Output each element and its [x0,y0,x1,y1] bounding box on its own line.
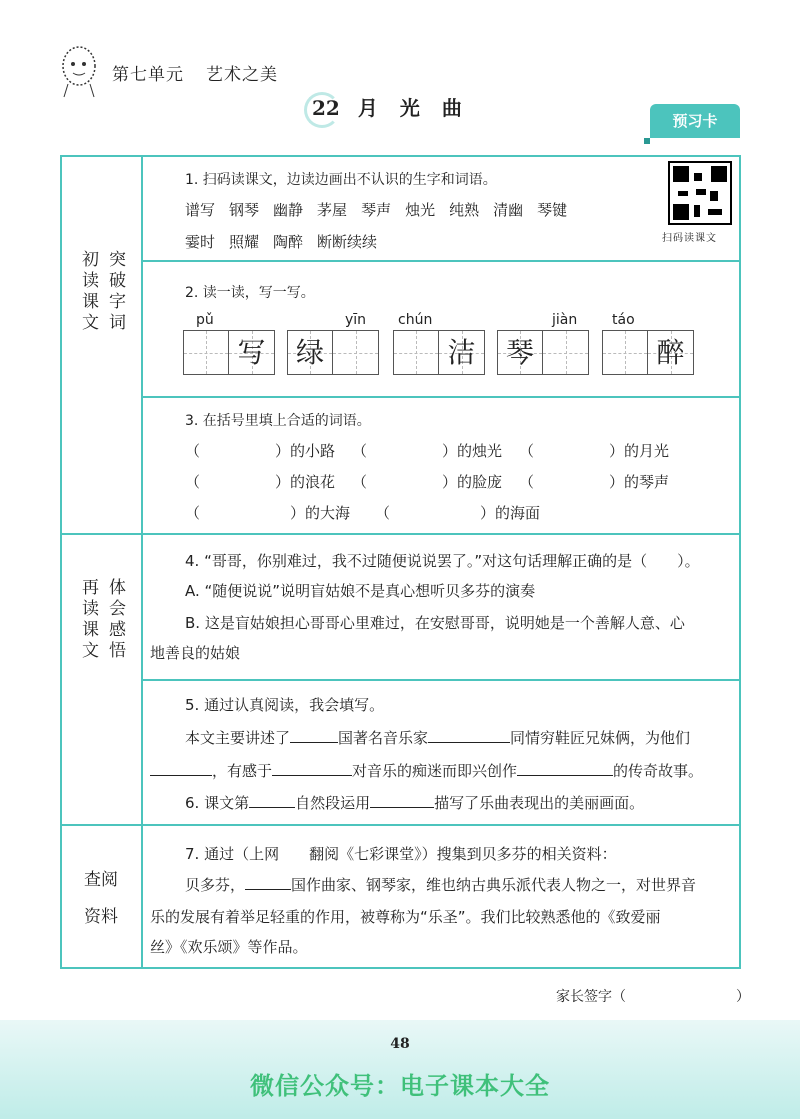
fill-blank[interactable] [249,794,295,808]
q5-line-1: 本文主要讲述了 国著名音乐家 同情穷鞋匠兄妹俩，为他们 [185,729,691,747]
pinyin: yīn [345,312,367,328]
fill-row[interactable]: （ ）的大海 [185,504,351,522]
footer-brand: 微信公众号：电子课本大全 [250,1072,550,1100]
option-b[interactable]: B. 这是盲姑娘担心哥哥心里难过，在安慰哥哥，说明她是一个善解人意、心 [185,614,685,632]
word-list-2 [185,231,391,252]
section-label-text: 初读课文 [78,250,98,334]
writing-cell[interactable] [184,331,229,374]
char-grid [393,330,485,375]
word: 断断续续 [317,233,378,251]
word: 谱写 [185,201,216,219]
parent-signature[interactable] [556,986,750,1006]
qr-code-icon[interactable] [668,161,732,225]
word: 清幽 [493,201,524,219]
word: 琴声 [361,201,392,219]
fill-blank[interactable] [370,794,434,808]
lesson-name: 月光曲 [357,96,484,120]
writing-cell[interactable] [333,331,378,374]
pinyin: jiàn [552,312,578,328]
q7-line-1: 贝多芬， 国作曲家、钢琴家，维也纳古典乐派代表人物之一，对世界音 [185,876,697,894]
unit-header [112,60,300,85]
char-grid [183,330,275,375]
char-cell: 写 [229,331,274,374]
lesson-title [312,92,484,121]
char-cell: 琴 [498,331,543,374]
fill-row[interactable]: （ ）的琴声 [519,473,670,491]
section-label-3 [60,865,142,927]
q5-line-2: ，有感于 对音乐的痴迷而即兴创作 的传奇故事。 [150,760,703,781]
writing-cell[interactable] [603,331,648,374]
section-label-text: 查阅 [84,870,118,890]
char-grid [497,330,589,375]
pinyin: pǔ [196,312,214,328]
word: 陶醉 [273,233,304,251]
word: 幽静 [273,201,304,219]
fill-row[interactable]: （ ）的海面 [375,504,541,522]
section-label-2 [60,578,142,662]
char-grid [602,330,694,375]
question-7: 7. 通过（上网 翻阅《七彩课堂》）搜集到贝多芬的相关资料： [185,845,617,863]
pinyin: táo [612,312,635,328]
fill-blank[interactable] [290,729,338,743]
section-label-text: 突破字词 [105,250,125,334]
fill-blank[interactable] [150,762,212,776]
question-2: 2. 读一读，写一写。 [185,285,315,301]
word: 纯熟 [449,201,480,219]
section-label-text: 再读课文 [78,578,98,662]
q7-line-3: 丝》《欢乐颂》等作品。 [150,938,308,956]
unit-label: 第七单元 [112,65,184,85]
divider [142,260,741,262]
char-cell: 醉 [648,331,693,374]
question-4: 4. “哥哥，你别难过，我不过随便说说罢了。”对这句话理解正确的是（ ）。 [185,552,700,570]
word-list-1 [185,199,581,220]
question-3: 3. 在括号里填上合适的词语。 [185,413,371,429]
question-5: 5. 通过认真阅读，我会填写。 [185,696,385,714]
fill-row[interactable]: （ ）的烛光 [352,442,503,460]
section-label-text: 体会感悟 [105,578,125,662]
fill-row[interactable]: （ ）的脸庞 [352,473,503,491]
page-number: 48 [390,1036,410,1052]
option-a[interactable]: A. “随便说说”说明盲姑娘不是真心想听贝多芬的演奏 [185,582,536,600]
preview-card-tag: 预习卡 [650,104,740,138]
word: 钢琴 [229,201,260,219]
fill-row[interactable]: （ ）的浪花 [185,473,336,491]
char-cell: 洁 [439,331,484,374]
section-label-1 [60,250,142,334]
word: 照耀 [229,233,260,251]
lesson-number: 22 [312,96,340,120]
q7-line-2: 乐的发展有着举足轻重的作用，被尊称为“乐圣”。我们比较熟悉他的《致爱丽 [150,908,661,926]
section-label-text: 资料 [84,907,118,927]
mascot-icon [54,42,104,100]
word: 茅屋 [317,201,348,219]
question-1: 1. 扫码读课文，边读边画出不认识的生字和词语。 [185,172,497,188]
unit-theme: 艺术之美 [206,65,278,85]
divider [142,396,741,398]
fill-blank[interactable] [517,762,613,776]
writing-cell[interactable] [394,331,439,374]
option-b-cont: 地善良的姑娘 [150,644,241,662]
divider [60,824,741,826]
fill-blank[interactable] [428,729,510,743]
word: 琴键 [537,201,568,219]
divider [142,679,741,681]
signature-label: 家长签字（ [556,989,626,1005]
fill-blank[interactable] [272,762,352,776]
divider [60,533,741,535]
qr-label: 扫码读课文 [662,233,717,244]
fill-row[interactable]: （ ）的月光 [519,442,670,460]
char-cell: 绿 [288,331,333,374]
fill-blank[interactable] [245,876,291,890]
question-6: 6. 课文第 自然段运用 描写了乐曲表现出的美丽画面。 [185,794,645,812]
char-grid [287,330,379,375]
fill-row[interactable]: （ ）的小路 [185,442,336,460]
pinyin: chún [398,312,433,328]
writing-cell[interactable] [543,331,588,374]
word: 霎时 [185,233,216,251]
signature-end: ） [736,989,750,1005]
word: 烛光 [405,201,436,219]
